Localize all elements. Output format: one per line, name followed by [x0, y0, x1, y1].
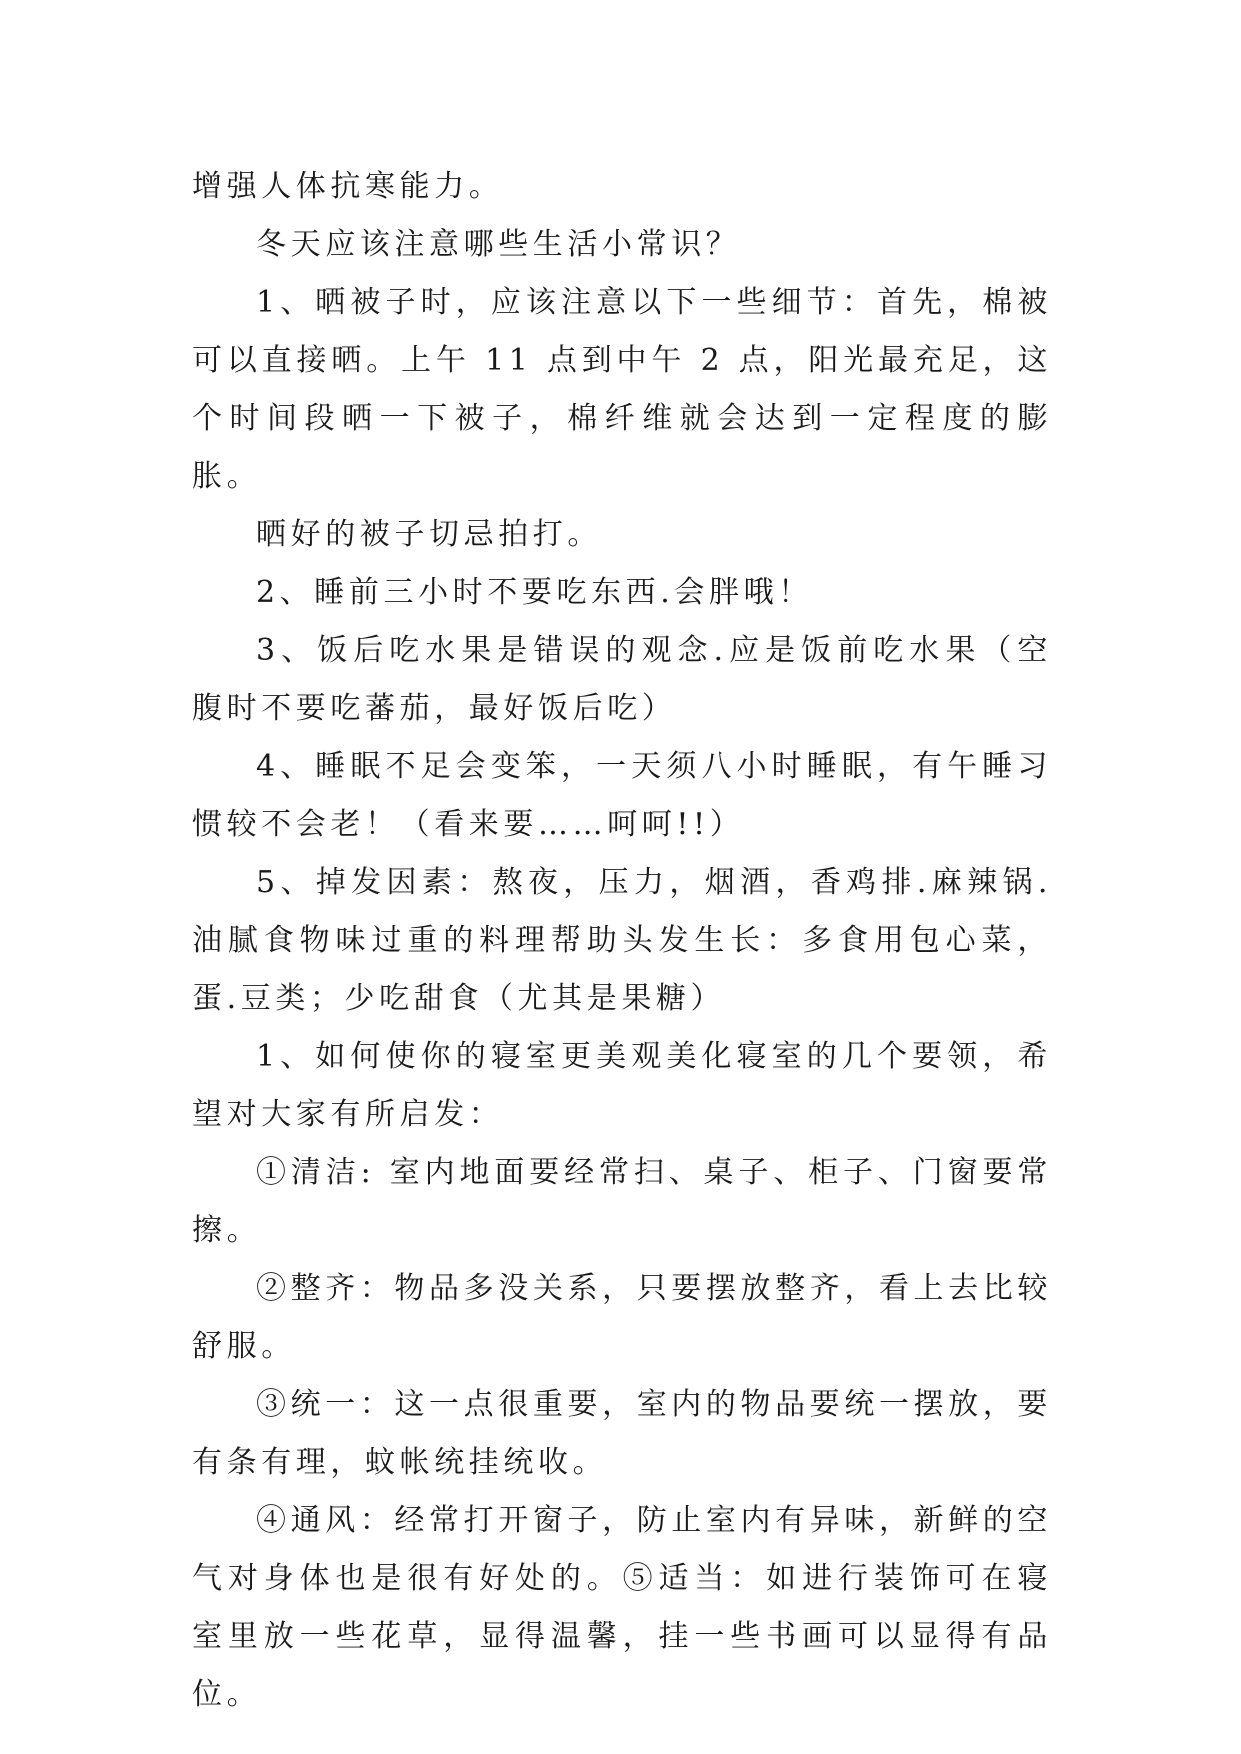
paragraph: 3、饭后吃水果是错误的观念.应是饭前吃水果（空腹时不要吃蕃茄，最好饭后吃）: [192, 633, 1052, 726]
paragraph: 2、睡前三小时不要吃东西.会胖哦！: [256, 575, 813, 610]
paragraph: 增强人体抗寒能力。: [192, 169, 504, 204]
paragraph: 1、晒被子时，应该注意以下一些细节：首先，棉被可以直接晒。上午 11 点到中午 2 点，阳光最充足，这个时间段晒一下被子，棉纤维就会达到一定程度的膨胀。: [192, 285, 1052, 494]
paragraph: 4、睡眠不足会变笨，一天须八小时睡眠，有午睡习惯较不会老！（看来要……呵呵!!）: [192, 749, 1052, 842]
paragraph: 1、如何使你的寝室更美观美化寝室的几个要领，希望对大家有所启发：: [192, 1039, 1052, 1132]
paragraph: ③统一：这一点很重要，室内的物品要统一摆放，要有条有理，蚊帐统挂统收。: [192, 1387, 1052, 1480]
document-page: [192, 158, 1052, 1724]
paragraph: ②整齐：物品多没关系，只要摆放整齐，看上去比较舒服。: [192, 1271, 1052, 1364]
paragraph: 晒好的被子切忌拍打。: [256, 517, 602, 552]
section-question: 冬天应该注意哪些生活小常识？: [256, 227, 741, 262]
paragraph: ④通风：经常打开窗子，防止室内有异味，新鲜的空气对身体也是很有好处的。⑤适当：如进行装饰可在寝室里放一些花草，显得温馨，挂一些书画可以显得有品位。: [192, 1503, 1052, 1712]
paragraph: ①清洁: 室内地面要经常扫、桌子、柜子、门窗要常擦。: [192, 1155, 1052, 1248]
paragraph: 5、掉发因素：熬夜，压力，烟酒，香鸡排.麻辣锅.油腻食物味过重的料理帮助头发生长：多食用包心菜，蛋.豆类；少吃甜食（尤其是果糖）: [192, 865, 1052, 1016]
